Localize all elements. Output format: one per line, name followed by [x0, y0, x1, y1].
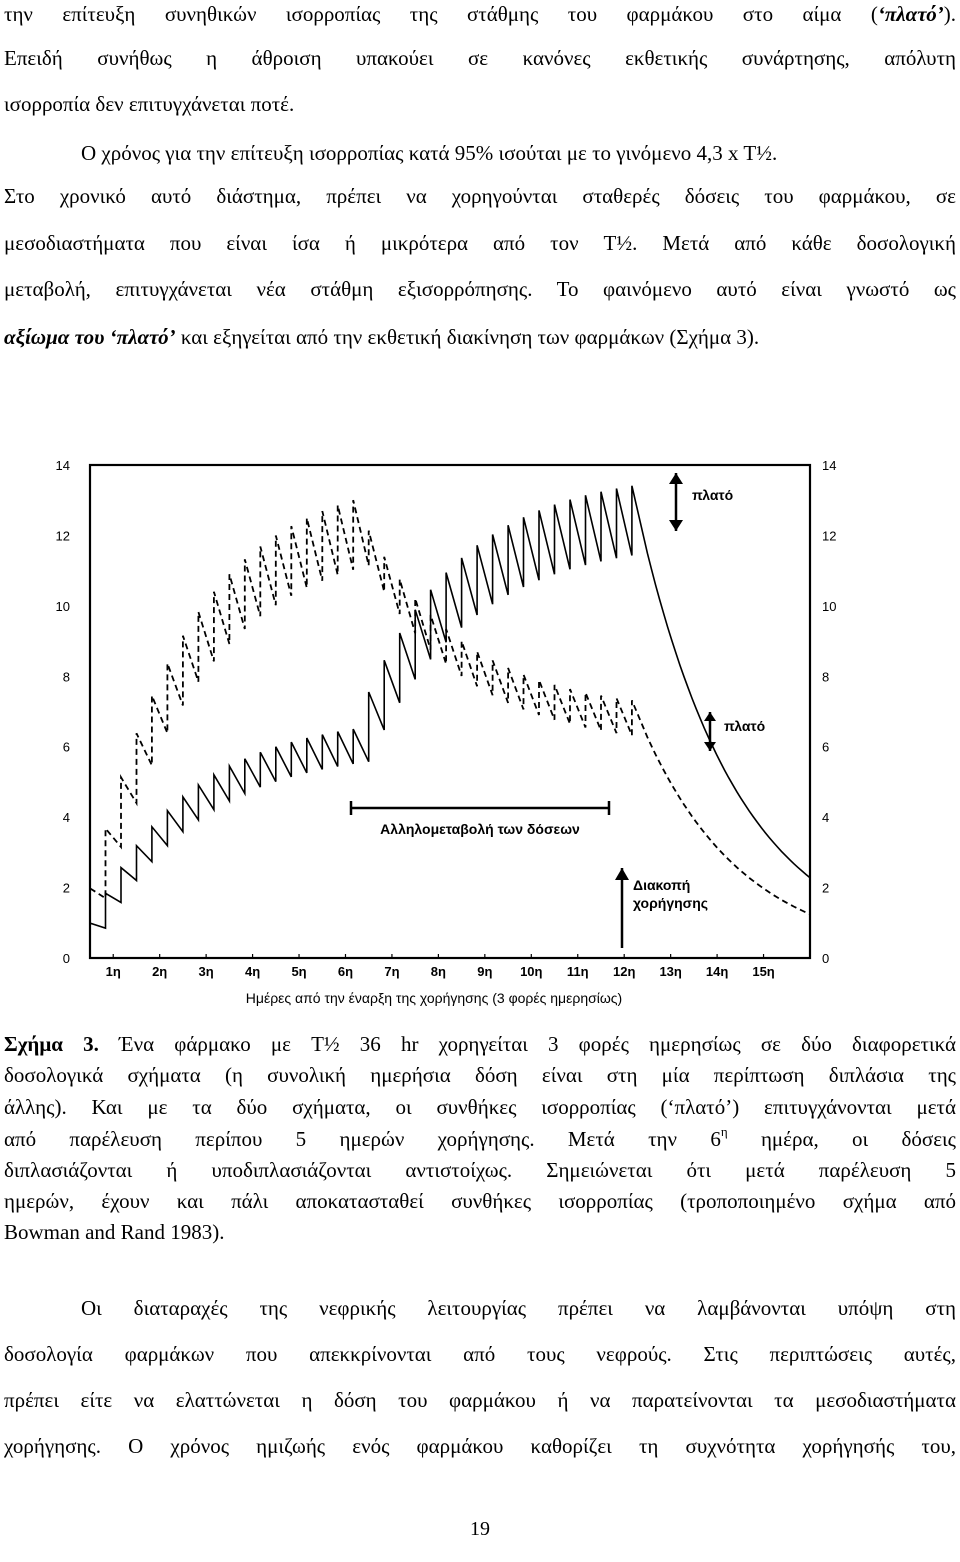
y-tick-label-right: 12: [822, 528, 837, 544]
y-axis-left: [56, 458, 70, 966]
x-tick-label: 7η: [384, 964, 400, 979]
y-tick-label-left: 8: [62, 669, 70, 685]
chart-frame: [90, 465, 810, 958]
x-tick-label: 9η: [477, 964, 493, 979]
x-tick-label: 10η: [520, 964, 543, 979]
text-line: την επίτευξη συνηθικών ισορροπίας της στάθμης του φαρμάκου στο αίμα (‘πλατό’).: [4, 2, 956, 26]
x-tick-label: 11η: [566, 964, 589, 979]
figure-caption-line: άλλης). Και με τα δύο σχήματα, οι συνθήκες ισορροπίας (‘πλατό’) επιτυγχάνονται μετά: [4, 1095, 956, 1119]
figure-caption-line: διπλασιάζονται ή υποδιπλασιάζονται αντιστοίχως. Σημειώνεται ότι μετά παρέλευση 5: [4, 1158, 956, 1182]
figure-caption-line: Σχήμα 3. Ένα φάρμακο με T½ 36 hr χορηγείται 3 φορές ημερησίως σε δύο διαφορετικά: [4, 1032, 956, 1056]
stop-annotation: [615, 868, 708, 948]
series-line-dashed: [90, 500, 810, 958]
plateau-label-top: πλατό: [692, 487, 734, 503]
x-tick-label: 6η: [337, 964, 354, 979]
page-number: 19: [470, 1518, 490, 1540]
text-line: Στο χρονικό αυτό διάστημα, πρέπει να χορηγούνται σταθερές δόσεις του φαρμάκου, σε: [4, 184, 956, 208]
plateau-chart: [40, 448, 880, 1018]
dose-change-label: Αλληλομεταβολή των δόσεων: [380, 821, 580, 837]
y-tick-label-right: 8: [822, 669, 830, 685]
y-tick-label-left: 10: [55, 598, 70, 614]
figure-caption-line: από παρέλευση περίπου 5 ημερών χορήγησης. Μετά την $6^\eta$ ημέρα, οι δόσεις: [4, 1124, 956, 1151]
x-tick-label: 13η: [659, 964, 682, 979]
y-axis-right: [822, 458, 836, 966]
x-tick-label: 3η: [198, 964, 214, 979]
plateau-top-annotation: [669, 473, 733, 531]
y-tick-label-left: 4: [62, 810, 70, 826]
plateau-bottom-annotation: [704, 712, 765, 751]
y-tick-label-right: 4: [822, 810, 830, 826]
text-line: πρέπει είτε να ελαττώνεται η δόση του φαρμάκου ή να παρατείνονται τα μεσοδιαστήματα: [4, 1388, 956, 1412]
figure-caption-line: ημερών, έχουν και πάλι αποκατασταθεί συνθήκες ισορροπίας (τροποποιημένο σχήμα από: [4, 1189, 956, 1213]
series-line-solid: [90, 486, 810, 958]
x-tick-label: 12η: [612, 964, 636, 979]
y-tick-label-left: 12: [55, 528, 70, 544]
x-tick-label: 15η: [752, 964, 775, 979]
x-tick-label: 2η: [152, 964, 168, 979]
y-tick-label-left: 0: [62, 951, 70, 966]
text-line: αξίωμα του ‘πλατό’ και εξηγείται από την εκθετική διακίνηση των φαρμάκων (Σχήμα 3).: [4, 325, 760, 349]
y-tick-label-left: 2: [62, 880, 70, 896]
plateau-label-bottom: πλατό: [724, 718, 766, 734]
y-tick-label-right: 6: [822, 739, 830, 755]
y-tick-label-right: 0: [822, 951, 830, 966]
text-line: χορήγησης. Ο χρόνος ημιζωής ενός φαρμάκου καθορίζει τη συχνότητα χορήγησής του,: [4, 1434, 956, 1458]
x-tick-label: 8η: [430, 964, 446, 979]
x-tick-label: 5η: [291, 964, 307, 979]
x-tick-label: 4η: [244, 964, 261, 979]
figure-caption-line: Bowman and Rand 1983).: [4, 1220, 225, 1244]
figure-label: Σχήμα 3.: [4, 1032, 99, 1056]
x-axis-label: Ημέρες από την έναρξη της χορήγησης (3 φορές ημερησίως): [245, 990, 623, 1006]
y-tick-label-right: 2: [822, 880, 830, 896]
plot-area: [90, 486, 810, 958]
text-line: ισορροπία δεν επιτυγχάνεται ποτέ.: [4, 92, 295, 116]
figure-caption-line: δοσολογικά σχήματα (η συνολική ημερήσια δόση είναι στη μία περίπτωση διπλάσια της: [4, 1063, 956, 1087]
dose-change-annotation: [351, 801, 609, 837]
y-tick-label-left: 6: [62, 739, 70, 755]
text-line: μεταβολή, επιτυγχάνεται νέα στάθμη εξισορρόπησης. Το φαινόμενο αυτό είναι γνωστό ως: [4, 277, 956, 301]
y-tick-label-right: 14: [822, 458, 837, 473]
x-tick-label: 1η: [105, 964, 121, 979]
y-tick-label-left: 14: [55, 458, 70, 473]
y-tick-label-right: 10: [822, 598, 837, 614]
text-line: Ο χρόνος για την επίτευξη ισορροπίας κατά 95% ισούται με το γινόμενο 4,3 x T½.: [81, 141, 778, 165]
text-line: μεσοδιαστήματα που είναι ίσα ή μικρότερα από τον T½. Μετά από κάθε δοσολογική: [4, 231, 956, 255]
x-tick-label: 14η: [705, 964, 729, 979]
stop-label-line2: χορήγησης: [633, 895, 709, 911]
text-line: Οι διαταραχές της νεφρικής λειτουργίας πρέπει να λαμβάνονται υπόψη στη: [81, 1296, 956, 1320]
stop-label-line1: Διακοπή: [633, 877, 691, 893]
text-line: δοσολογία φαρμάκων που απεκκρίνονται από τους νεφρούς. Στις περιπτώσεις αυτές,: [4, 1342, 956, 1366]
text-line: Επειδή συνήθως η άθροιση υπακούει σε κανόνες εκθετικής συνάρτησης, απόλυτη: [4, 46, 956, 70]
